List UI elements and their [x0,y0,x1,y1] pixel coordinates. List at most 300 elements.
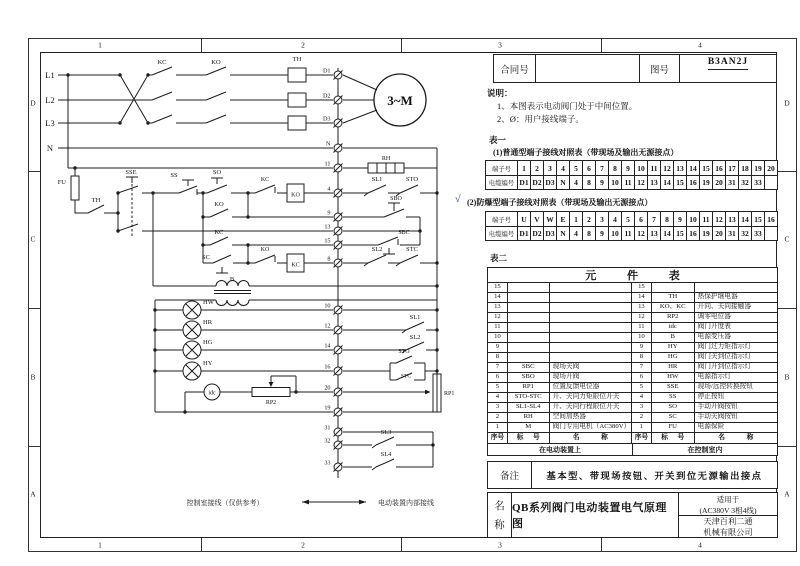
terminal-cell: 14 [660,226,673,240]
terminal-cell: 13 [725,212,738,226]
terminal-19 [324,405,342,417]
motor-label: 3~M [387,93,413,108]
zone-letter-right: A [784,489,790,499]
terminal-cell: 10 [686,212,699,226]
terminal-strip [323,68,343,472]
terminal-cell: 15 [673,175,686,189]
element-cell: TH [652,293,695,302]
idc-label: idc [208,390,216,397]
applicable-line-2: (AC380V 3相4线) [699,506,757,515]
open-button [207,178,255,193]
terminal-cell: 8 [582,226,595,240]
element-cell [550,353,632,362]
terminal-number: D2 [322,92,331,100]
element-cell [508,323,550,332]
element-cell: 9 [632,343,652,352]
neutral-line [58,75,437,168]
zone-tick [777,308,797,309]
phase-l3-label: L3 [45,118,55,128]
element-table-title: 元 件 表 [488,268,777,283]
element-table-row [488,353,777,363]
terminal-cell [764,226,777,240]
terminal-cell: 5 [569,161,582,175]
element-cell: 11 [632,323,652,332]
terminal-cell: 7 [595,161,608,175]
terminal-cell: 20 [712,175,725,189]
sbc-label: SBC [398,230,410,236]
element-cell: 1 [488,423,508,432]
terminal-cell: 5 [621,212,634,226]
zone-tick [777,171,797,172]
element-table-row [488,383,777,393]
element-cell: HW [652,373,695,382]
zone-number-top: 3 [498,40,502,50]
element-cell: RP1 [508,383,550,392]
terminal-31 [324,425,342,437]
element-cell: 6 [632,373,652,382]
element-cell: SBO [508,373,550,382]
neutral-label: N [46,143,54,153]
limit-output-section [343,429,433,470]
terminal-D1 [323,68,343,80]
terminal-N [326,141,342,153]
open-limit-line [304,185,437,196]
element-cell: 10 [488,333,508,342]
terminal-cell: 11 [621,175,634,189]
title-block [487,492,778,538]
zone-letter-left: B [30,372,36,382]
element-cell: 3 [488,403,508,412]
zone-letter-right: B [784,372,790,382]
thermal-element [288,68,306,82]
element-table-row [488,393,777,403]
terminal-cell: 19 [751,161,764,175]
sl2-label: SL2 [371,246,383,253]
remark-text: 基本型、带现场按钮、开关到位无源输出接点 [546,472,763,482]
sl1-label: SL1 [371,176,383,183]
element-cell: 阀门开到位指示灯 [697,363,752,371]
zone-tick [401,38,402,52]
element-cell: 8 [632,353,652,362]
terminal-9 [327,210,342,222]
element-cell: HY [652,343,695,352]
element-cell: SBC [508,363,550,372]
element-cell: SS [652,393,695,402]
terminal-cell: 32 [738,175,751,189]
terminal-number: 19 [324,404,331,412]
heater-label: RH [381,156,391,162]
rp2-label: RP2 [265,400,277,406]
terminal-cell: 13 [647,175,660,189]
terminal-cell: 10 [634,161,647,175]
terminal-cell: 2 [582,212,595,226]
zone-number-bottom: 1 [98,540,102,550]
motor-leads [343,75,377,123]
col-header: 名 称 [718,433,764,441]
terminal-cell: 8 [582,175,595,189]
ko-interlock [255,255,287,263]
terminal-33 [324,460,342,472]
element-cell: 9 [488,343,508,352]
element-cell: 13 [632,303,652,312]
sto-label: STO [405,176,419,183]
element-cell: 15 [488,283,508,292]
terminal-cell: 19 [699,226,712,240]
terminal-cell: D3 [543,175,556,189]
terminal-16 [324,364,342,376]
element-cell [550,313,632,322]
name-char-1: 名 [494,501,505,512]
col-header: 名 称 [550,433,632,443]
rp2-wiper-arrow [269,382,274,387]
thermal-relay-label: TH [292,56,302,63]
terminal-number: 33 [324,459,331,467]
terminal-cell: V [530,212,543,226]
kc-contactor-label: KC [157,59,167,66]
explosion-check-mark: √ [455,194,461,205]
terminal-cell: D2 [530,175,543,189]
element-cell: 7 [488,363,508,372]
element-cell: HR [652,363,695,372]
stc2-label: STC [400,373,412,380]
terminal-cell: 4 [608,212,621,226]
element-cell: 位置反馈电位器 [550,383,632,392]
terminal-number: 11 [324,160,331,168]
element-cell: 停止按钮 [697,393,725,401]
terminal-cell: 11 [621,226,634,240]
element-cell: 2 [488,413,508,422]
element-cell: KO、KC [652,303,695,312]
terminal-number: 4 [327,185,331,193]
terminal-cell [764,175,777,189]
element-cell: 现场开阀 [550,373,632,382]
element-cell: 11 [488,323,508,332]
element-cell: 阀门专用电机（AC380V） [550,423,632,432]
remark-block [487,461,778,489]
element-cell [508,283,550,292]
normal-terminal-table [485,160,778,190]
element-cell: 开向、关向接触器 [697,303,752,311]
element-table-row [488,303,777,313]
close-limit-line [304,255,437,266]
wiring-annotation [187,498,435,507]
normal-table-caption: (1)普通型端子接线对照表（带现场及输出无源接点） [493,148,679,157]
note-line-2: 2、Ø：用户接线端子。 [497,114,584,124]
terminal-number: 8 [327,255,331,263]
element-cell: STO-STC [508,393,550,402]
terminal-cell: N [556,175,569,189]
element-cell [508,313,550,322]
col-header: 标 号 [652,433,695,443]
terminal-cell: D3 [543,226,556,240]
terminal-cell: 15 [751,212,764,226]
element-cell: SL1-SL4 [508,403,550,412]
zone-number-bottom: 2 [301,540,305,550]
explosion-terminal-table [485,211,778,241]
control-room-note: 控制室接线（仅供参考） [186,499,264,507]
terminal-cell: 31 [725,175,738,189]
terminal-cell: 6 [634,212,647,226]
element-cell [695,283,777,292]
name-char-2: 称 [494,520,505,531]
terminal-cell: 7 [647,212,660,226]
element-table-row [488,283,777,293]
power-section [45,56,437,168]
hw-label: HW [203,299,214,306]
col-header: 序号 [488,433,508,443]
element-cell [550,333,632,342]
indication-section [155,299,454,412]
terminal-cell: 31 [725,226,738,240]
element-table-header [488,433,777,444]
terminal-number: 32 [324,437,331,445]
terminal-13 [324,224,342,236]
transformer-core [214,291,251,294]
element-cell [550,343,632,352]
element-cell: 开、关向行程限位开关 [550,403,632,412]
ko-interlock-label: KO [260,247,270,253]
fuse-wire [75,168,88,213]
element-table-row [488,333,777,343]
contract-drawing-bar [493,54,777,83]
element-cell [550,323,632,332]
arrow-left-icon [302,500,309,505]
element-table-row [488,343,777,353]
hr-label: HR [203,319,213,326]
terminal-cell: 16 [712,161,725,175]
explosion-table-caption: (2)防爆型端子接线对照表（带现场及输出无源接点） [467,198,653,207]
terminal-32 [324,438,342,450]
transformer-secondary-coil [216,300,249,306]
kc-interlock [255,185,287,193]
zone-tick [201,538,202,552]
applicable-cell [679,493,777,516]
contract-label: 合同号 [494,55,536,82]
element-cell: 5 [488,383,508,392]
element-cell: 热保护继电器 [697,293,738,301]
company-cell [679,516,777,538]
element-cell: 现场/远控转换按钮 [697,383,753,391]
element-table [487,267,778,456]
terminal-row-label: 端子号 [492,216,511,224]
selector-label: SSE [125,169,137,176]
terminal-cell: 16 [686,226,699,240]
terminal-cell: 20 [712,226,725,240]
terminal-cell: 12 [634,175,647,189]
remote-open-line [343,203,420,245]
terminal-number: 10 [324,302,331,310]
element-table-row [488,363,777,373]
arrow-right-icon [359,500,366,505]
terminal-cell: 9 [673,212,686,226]
terminal-cell: N [556,226,569,240]
notes-heading: 说明： [487,88,513,98]
control-section [58,148,437,412]
terminal-cell: 33 [751,226,764,240]
close-button-label: SC [202,254,210,261]
element-cell: 手动开阀按钮 [697,403,738,411]
stop-button-label: SS [170,172,178,179]
location-left: 在电动装置上 [488,444,633,455]
element-cell: 14 [632,293,652,302]
terminal-cell: 4 [556,161,569,175]
zone-tick [28,446,40,447]
element-cell: 阀门开度表 [697,323,731,331]
terminal-cell: 8 [660,212,673,226]
terminal-20 [324,385,342,397]
terminal-cell: 15 [673,226,686,240]
terminal-cell: 4 [569,226,582,240]
terminal-cell: 4 [569,175,582,189]
circuit-schematic [40,52,485,538]
element-cell [550,303,632,312]
terminal-row-label: 电缆编号 [486,226,517,240]
terminal-12 [324,323,342,335]
terminal-cell: 1 [569,212,582,226]
open-button-label: SO [212,169,222,176]
hg-label: HG [203,339,213,346]
terminal-cell: 3 [595,212,608,226]
terminal-cell: D1 [517,175,530,189]
element-cell: SSE [652,383,695,392]
sl4-label: SL4 [380,451,392,458]
terminal-11 [325,161,343,173]
terminal-cell: 8 [608,161,621,175]
element-cell: 13 [488,303,508,312]
zone-number-bottom: 4 [698,540,702,550]
terminal-14 [324,343,342,355]
rp1-label: RP1 [444,391,455,397]
thermal-element [288,116,306,130]
terminal-cell: 9 [595,226,608,240]
drawing-no-label: 图号 [640,55,680,82]
terminal-15 [324,238,342,250]
element-table-row [488,403,777,413]
junction-dots [66,73,438,446]
element-cell: 阀门过力矩指示灯 [697,343,752,351]
element-cell: 8 [488,353,508,362]
element-cell: FU [652,423,695,432]
element-cell: 开、关向力矩限位开关 [550,393,632,402]
element-cell: 5 [632,383,652,392]
element-cell: 1 [632,423,652,432]
element-cell: HG [652,353,695,362]
table-two-label: 表二 [490,253,508,263]
element-cell: 空间加热器 [550,413,632,422]
element-cell: 12 [488,313,508,322]
terminal-number: 15 [324,237,331,245]
rp2-potentiometer [252,388,290,397]
terminal-cell: 3 [543,161,556,175]
terminal-cell: 16 [764,212,777,226]
name-label [488,493,512,537]
rp1-wiper-arrow [425,390,431,395]
element-cell: SO [652,403,695,412]
terminal-cell: 18 [738,161,751,175]
hy-label: HY [203,360,213,367]
terminal-4 [327,186,342,198]
element-cell: 阀门关到位指示灯 [697,353,752,361]
location-right: 在控制室内 [687,445,723,454]
terminal-cell: 9 [595,175,608,189]
element-cell [508,333,550,342]
terminal-cell: 6 [582,161,595,175]
element-cell: SC [652,413,695,422]
terminal-number: 31 [324,424,331,432]
element-cell [508,353,550,362]
drawing-number: B3AN2J [708,55,748,70]
element-cell [550,293,632,302]
fuse-label: FU [57,179,66,186]
element-cell: 6 [488,373,508,382]
remark-label: 备注 [488,462,532,488]
terminal-cell: 13 [673,161,686,175]
phase-l1-label: L1 [45,70,55,80]
terminal-number: 20 [324,384,331,392]
company-line-1: 天津百利二通 [703,517,753,526]
terminal-number: 14 [324,342,331,350]
terminal-row-label: 电缆编号 [486,175,517,189]
zone-number-bottom: 3 [498,540,502,550]
terminal-cell: W [543,212,556,226]
ko-aux-label: KO [214,201,224,208]
terminal-cell: 12 [712,212,725,226]
zone-number-top: 2 [301,40,305,50]
terminal-cell: 13 [647,226,660,240]
zone-tick [28,171,40,172]
terminal-cell: 12 [634,226,647,240]
element-cell: 14 [488,293,508,302]
element-cell: 电源保险 [697,423,725,431]
ko-coil-label: KO [291,192,300,199]
sto2-label: STO [398,349,410,355]
element-cell: 电源变压器 [697,333,731,341]
element-cell: RP2 [652,313,695,322]
element-cell: 电源指示灯 [697,373,731,381]
element-cell [508,293,550,302]
element-cell: 3 [632,403,652,412]
terminal-number: 12 [324,322,331,330]
stc-label: STC [406,246,418,253]
element-cell [508,303,550,312]
terminal-8 [327,256,342,268]
thermal-contact-label: TH [91,197,101,204]
terminal-10 [324,303,342,315]
element-table-row [488,413,777,423]
terminal-cell: 1 [517,161,530,175]
terminal-number: 13 [324,223,331,231]
sl1b-label: SL1 [409,314,421,321]
element-cell: B [652,333,695,342]
element-table-row [488,313,777,323]
terminal-cell: 19 [699,175,712,189]
drawing-title: QB系列阀门电动装置电气原理图 [512,493,679,537]
element-cell: 手动关阀按钮 [697,413,738,421]
heater-line-and-rail [68,148,437,412]
element-cell: 10 [632,333,652,342]
zone-letter-left: C [30,234,36,244]
terminal-cell: U [517,212,530,226]
terminal-row-label: 端子号 [492,165,511,173]
table-one-label: 表一 [489,135,507,145]
terminal-cell: 12 [660,161,673,175]
zone-number-top: 1 [98,40,102,50]
zone-tick [201,38,202,52]
terminal-cell: 33 [751,175,764,189]
element-cell: 4 [632,393,652,402]
internal-wiring-note: 电动装置内部接线 [378,499,434,507]
zone-tick [601,38,602,52]
